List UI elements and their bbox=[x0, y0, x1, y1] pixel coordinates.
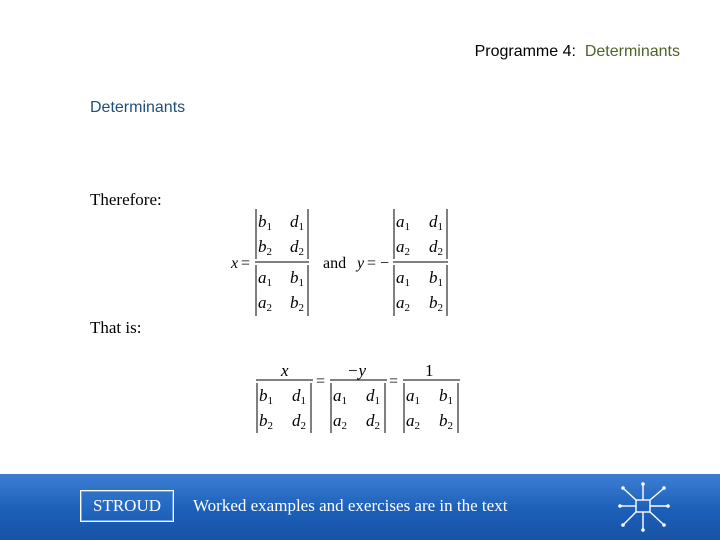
stroud-network-icon bbox=[615, 480, 673, 534]
equals-2: = bbox=[389, 373, 399, 390]
det-entry: a2 bbox=[406, 411, 420, 432]
that-is-label: That is: bbox=[90, 318, 142, 337]
ratio-determinant-2 bbox=[331, 383, 385, 433]
footer-bar bbox=[0, 474, 720, 540]
header-topic: Determinants bbox=[584, 43, 680, 60]
ratio-determinant-1 bbox=[257, 383, 311, 433]
y-lhs: y bbox=[357, 255, 365, 272]
and-word: and bbox=[323, 255, 347, 272]
det-entry: d1 bbox=[292, 386, 306, 407]
det-entry: d2 bbox=[290, 237, 304, 258]
det-entry: b1 bbox=[259, 386, 273, 407]
x-equals: = bbox=[241, 255, 251, 272]
det-entry: d1 bbox=[366, 386, 380, 407]
therefore-label: Therefore: bbox=[90, 190, 162, 209]
det-entry: a1 bbox=[396, 268, 410, 289]
det-entry: b1 bbox=[258, 212, 272, 233]
ratio-num-one: 1 bbox=[425, 361, 434, 380]
det-entry: a2 bbox=[333, 411, 347, 432]
det-entry: a1 bbox=[258, 268, 272, 289]
y-equals-minus: = − bbox=[367, 255, 390, 272]
det-entry: a1 bbox=[333, 386, 347, 407]
det-entry: a1 bbox=[396, 212, 410, 233]
det-entry: b2 bbox=[258, 237, 272, 258]
footer-note: Worked examples and exercises are in the text bbox=[193, 496, 508, 515]
det-entry: a2 bbox=[396, 237, 410, 258]
det-entry: d2 bbox=[429, 237, 443, 258]
det-entry: b2 bbox=[429, 293, 443, 314]
det-entry: b1 bbox=[290, 268, 304, 289]
x-lhs: x bbox=[231, 255, 239, 272]
det-entry: d2 bbox=[366, 411, 380, 432]
equation-1 bbox=[230, 209, 448, 316]
equation-2 bbox=[256, 361, 460, 433]
y-denominator-determinant bbox=[394, 265, 447, 316]
det-entry: d2 bbox=[292, 411, 306, 432]
det-entry: b2 bbox=[290, 293, 304, 314]
det-entry: a2 bbox=[258, 293, 272, 314]
equals-1: = bbox=[316, 373, 326, 390]
det-entry: b1 bbox=[429, 268, 443, 289]
x-denominator-determinant bbox=[256, 265, 308, 316]
x-numerator-determinant bbox=[256, 209, 308, 259]
ratio-num-x: x bbox=[281, 361, 289, 380]
y-numerator-determinant bbox=[394, 209, 447, 259]
det-entry: b2 bbox=[439, 411, 453, 432]
ratio-num-neg-y: −y bbox=[347, 361, 367, 380]
det-entry: d1 bbox=[429, 212, 443, 233]
header-prefix: Programme 4: bbox=[474, 43, 576, 60]
det-entry: d1 bbox=[290, 212, 304, 233]
det-entry: b1 bbox=[439, 386, 453, 407]
det-entry: a2 bbox=[396, 293, 410, 314]
stroud-brand-box: STROUD bbox=[80, 490, 174, 522]
ratio-determinant-3 bbox=[404, 383, 458, 433]
det-entry: a1 bbox=[406, 386, 420, 407]
det-entry: b2 bbox=[259, 411, 273, 432]
section-title: Determinants bbox=[90, 99, 186, 116]
